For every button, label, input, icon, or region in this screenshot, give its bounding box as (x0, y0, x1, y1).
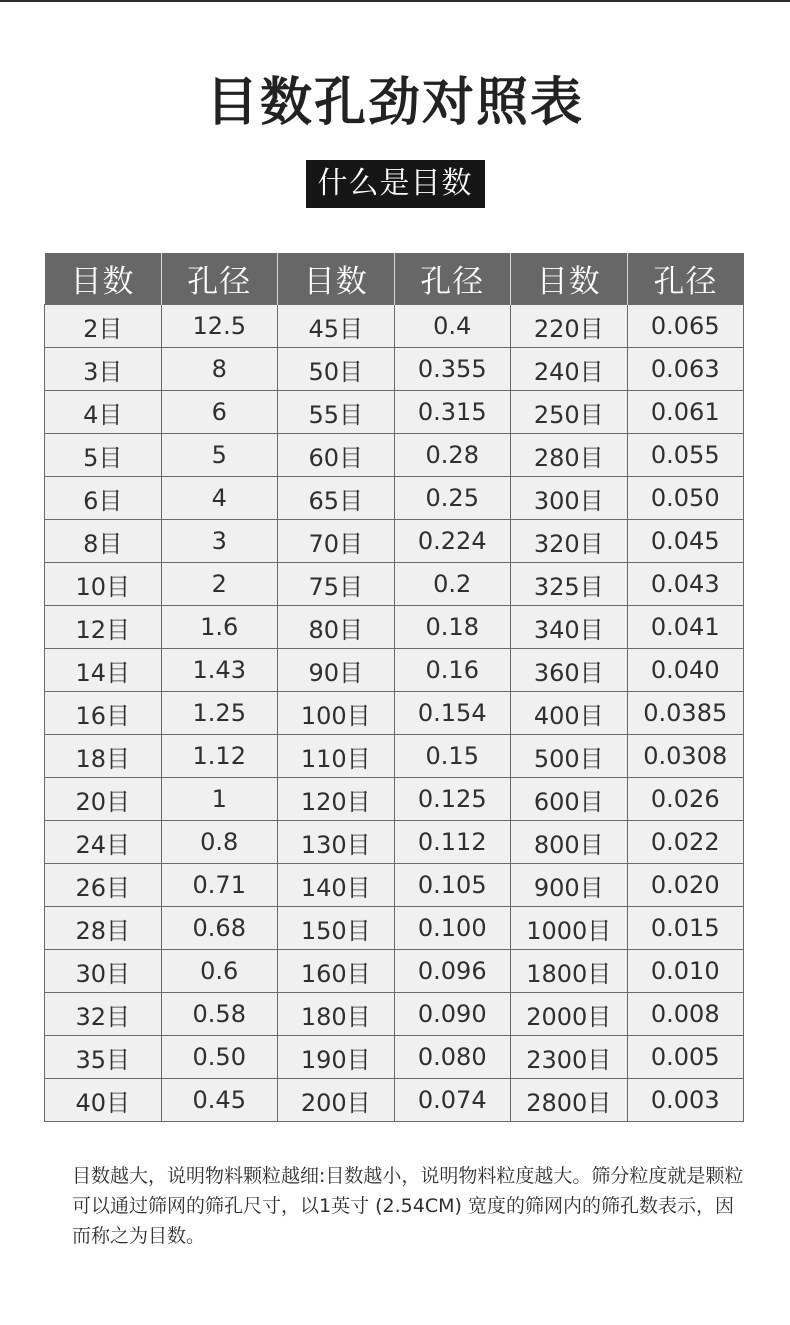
aperture-cell: 1.43 (161, 649, 278, 692)
aperture-cell: 0.315 (394, 391, 511, 434)
aperture-cell: 0.061 (627, 391, 744, 434)
mesh-count-cell: 3目 (45, 348, 162, 391)
aperture-cell: 1.25 (161, 692, 278, 735)
aperture-cell: 0.043 (627, 563, 744, 606)
mesh-count-cell: 100目 (278, 692, 395, 735)
mesh-count-cell: 300目 (511, 477, 628, 520)
table-row (45, 477, 744, 520)
mesh-count-cell: 10目 (45, 563, 162, 606)
mesh-count-cell: 26目 (45, 864, 162, 907)
aperture-cell: 0.125 (394, 778, 511, 821)
mesh-count-cell: 2300目 (511, 1036, 628, 1079)
aperture-cell: 0.074 (394, 1079, 511, 1122)
mesh-count-cell: 400目 (511, 692, 628, 735)
header-mesh-1: 目数 (45, 253, 162, 305)
aperture-cell: 0.224 (394, 520, 511, 563)
mesh-count-cell: 50目 (278, 348, 395, 391)
aperture-cell: 0.4 (394, 305, 511, 348)
subtitle-container (0, 160, 790, 208)
aperture-cell: 0.010 (627, 950, 744, 993)
mesh-count-cell: 80目 (278, 606, 395, 649)
mesh-count-cell: 6目 (45, 477, 162, 520)
aperture-cell: 0.065 (627, 305, 744, 348)
header-aperture-3: 孔径 (627, 253, 744, 305)
aperture-cell: 0.18 (394, 606, 511, 649)
mesh-count-cell: 2000目 (511, 993, 628, 1036)
mesh-count-cell: 240目 (511, 348, 628, 391)
table-row (45, 348, 744, 391)
mesh-count-cell: 200目 (278, 1079, 395, 1122)
aperture-cell: 0.045 (627, 520, 744, 563)
mesh-count-cell: 16目 (45, 692, 162, 735)
mesh-count-cell: 8目 (45, 520, 162, 563)
mesh-count-cell: 325目 (511, 563, 628, 606)
aperture-cell: 0.45 (161, 1079, 278, 1122)
aperture-cell: 0.080 (394, 1036, 511, 1079)
table-row (45, 735, 744, 778)
table-row (45, 434, 744, 477)
mesh-count-cell: 28目 (45, 907, 162, 950)
mesh-count-cell: 55目 (278, 391, 395, 434)
aperture-cell: 0.8 (161, 821, 278, 864)
aperture-cell: 0.71 (161, 864, 278, 907)
table-row (45, 563, 744, 606)
aperture-cell: 2 (161, 563, 278, 606)
aperture-cell: 0.040 (627, 649, 744, 692)
aperture-cell: 12.5 (161, 305, 278, 348)
aperture-cell: 0.58 (161, 993, 278, 1036)
aperture-cell: 0.0385 (627, 692, 744, 735)
aperture-cell: 0.100 (394, 907, 511, 950)
mesh-count-cell: 190目 (278, 1036, 395, 1079)
table-row (45, 1079, 744, 1122)
aperture-cell: 0.68 (161, 907, 278, 950)
mesh-count-cell: 45目 (278, 305, 395, 348)
mesh-count-cell: 180目 (278, 993, 395, 1036)
aperture-cell: 4 (161, 477, 278, 520)
mesh-count-cell: 90目 (278, 649, 395, 692)
header-mesh-2: 目数 (278, 253, 395, 305)
mesh-count-cell: 24目 (45, 821, 162, 864)
table-row (45, 649, 744, 692)
mesh-count-cell: 140目 (278, 864, 395, 907)
top-divider (0, 0, 790, 2)
mesh-count-cell: 340目 (511, 606, 628, 649)
aperture-cell: 0.0308 (627, 735, 744, 778)
table-row (45, 778, 744, 821)
mesh-count-cell: 12目 (45, 606, 162, 649)
mesh-count-cell: 1000目 (511, 907, 628, 950)
mesh-count-cell: 5目 (45, 434, 162, 477)
aperture-cell: 8 (161, 348, 278, 391)
aperture-cell: 0.28 (394, 434, 511, 477)
aperture-cell: 6 (161, 391, 278, 434)
aperture-cell: 5 (161, 434, 278, 477)
mesh-count-cell: 500目 (511, 735, 628, 778)
mesh-count-cell: 250目 (511, 391, 628, 434)
mesh-count-cell: 220目 (511, 305, 628, 348)
mesh-explanation-text: 目数越大，说明物料颗粒越细:目数越小，说明物料粒度越大。筛分粒度就是颗粒可以通过筛网的筛孔尺寸，以1英寸 (2.54CM) 宽度的筛网内的筛孔数表示，因而称之为目数。 (72, 1165, 744, 1247)
aperture-cell: 0.112 (394, 821, 511, 864)
aperture-cell: 1 (161, 778, 278, 821)
header-mesh-3: 目数 (511, 253, 628, 305)
mesh-count-cell: 320目 (511, 520, 628, 563)
aperture-cell: 0.008 (627, 993, 744, 1036)
aperture-cell: 0.105 (394, 864, 511, 907)
mesh-count-cell: 70目 (278, 520, 395, 563)
mesh-count-cell: 160目 (278, 950, 395, 993)
mesh-aperture-table (44, 253, 744, 1122)
table-row (45, 692, 744, 735)
mesh-count-cell: 60目 (278, 434, 395, 477)
table-row (45, 391, 744, 434)
aperture-cell: 0.355 (394, 348, 511, 391)
mesh-count-cell: 65目 (278, 477, 395, 520)
header-aperture-1: 孔径 (161, 253, 278, 305)
aperture-cell: 0.026 (627, 778, 744, 821)
aperture-cell: 0.050 (627, 477, 744, 520)
mesh-count-cell: 130目 (278, 821, 395, 864)
aperture-cell: 1.12 (161, 735, 278, 778)
mesh-count-cell: 110目 (278, 735, 395, 778)
table-row (45, 864, 744, 907)
table-row (45, 950, 744, 993)
mesh-count-cell: 280目 (511, 434, 628, 477)
mesh-count-cell: 800目 (511, 821, 628, 864)
mesh-count-cell: 2目 (45, 305, 162, 348)
aperture-cell: 0.16 (394, 649, 511, 692)
page-title: 目数孔劲对照表 (205, 73, 584, 133)
mesh-count-cell: 900目 (511, 864, 628, 907)
subtitle-badge: 什么是目数 (306, 160, 485, 208)
aperture-cell: 3 (161, 520, 278, 563)
mesh-count-cell: 40目 (45, 1079, 162, 1122)
table-row (45, 305, 744, 348)
mesh-count-cell: 150目 (278, 907, 395, 950)
aperture-cell: 0.2 (394, 563, 511, 606)
aperture-cell: 0.50 (161, 1036, 278, 1079)
table-body (45, 305, 744, 1122)
table-row (45, 606, 744, 649)
mesh-count-cell: 120目 (278, 778, 395, 821)
mesh-count-cell: 360目 (511, 649, 628, 692)
mesh-count-cell: 4目 (45, 391, 162, 434)
aperture-cell: 0.15 (394, 735, 511, 778)
aperture-cell: 0.6 (161, 950, 278, 993)
mesh-count-cell: 32目 (45, 993, 162, 1036)
header-aperture-2: 孔径 (394, 253, 511, 305)
table-row (45, 520, 744, 563)
aperture-cell: 0.015 (627, 907, 744, 950)
aperture-cell: 0.154 (394, 692, 511, 735)
table-row (45, 821, 744, 864)
table-header-row (45, 253, 744, 305)
mesh-count-cell: 1800目 (511, 950, 628, 993)
mesh-count-cell: 600目 (511, 778, 628, 821)
mesh-count-cell: 20目 (45, 778, 162, 821)
mesh-count-cell: 30目 (45, 950, 162, 993)
aperture-cell: 0.063 (627, 348, 744, 391)
mesh-count-cell: 14目 (45, 649, 162, 692)
aperture-cell: 0.041 (627, 606, 744, 649)
aperture-cell: 0.090 (394, 993, 511, 1036)
aperture-cell: 1.6 (161, 606, 278, 649)
aperture-cell: 0.005 (627, 1036, 744, 1079)
table-row (45, 1036, 744, 1079)
aperture-cell: 0.022 (627, 821, 744, 864)
aperture-cell: 0.25 (394, 477, 511, 520)
mesh-count-cell: 18目 (45, 735, 162, 778)
table-header (45, 253, 744, 305)
table-row (45, 993, 744, 1036)
mesh-count-cell: 75目 (278, 563, 395, 606)
aperture-cell: 0.020 (627, 864, 744, 907)
mesh-count-cell: 2800目 (511, 1079, 628, 1122)
aperture-cell: 0.003 (627, 1079, 744, 1122)
table-row (45, 907, 744, 950)
mesh-count-cell: 35目 (45, 1036, 162, 1079)
aperture-cell: 0.055 (627, 434, 744, 477)
aperture-cell: 0.096 (394, 950, 511, 993)
